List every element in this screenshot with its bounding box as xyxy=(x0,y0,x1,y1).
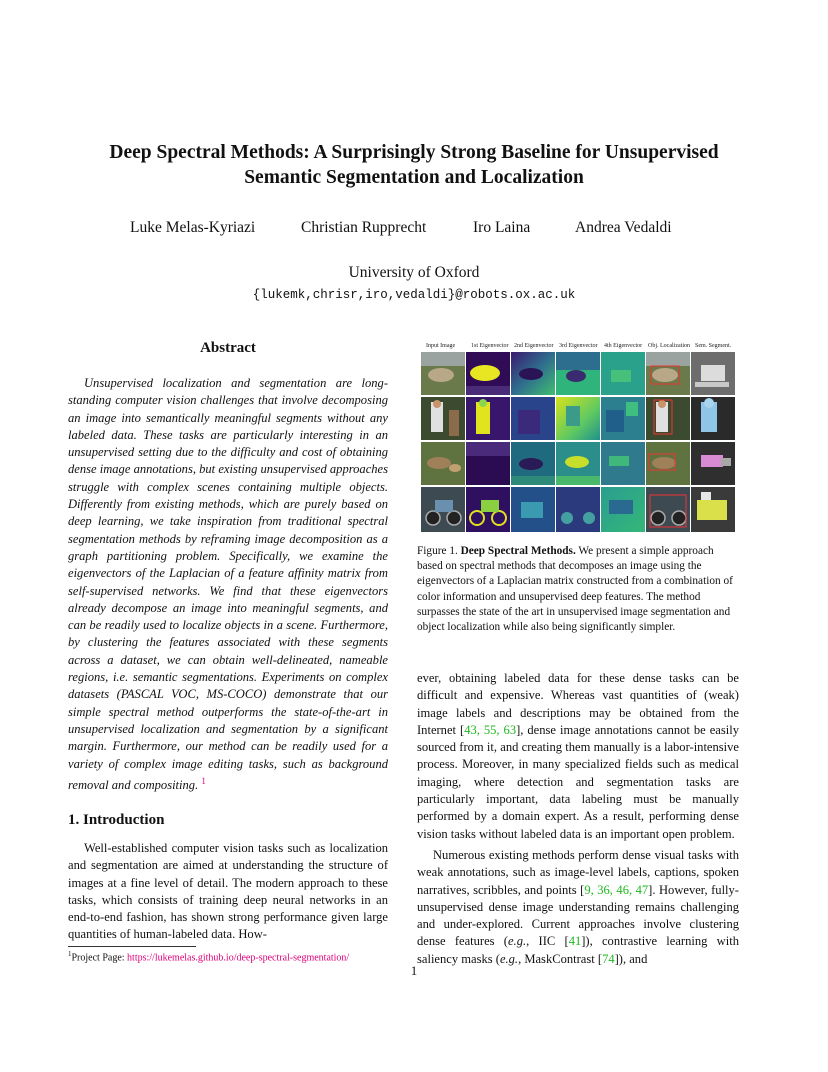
figure-label: Figure 1. xyxy=(417,545,458,557)
abstract-body xyxy=(68,375,388,794)
author-emails: {lukemk,chrisr,iro,vedaldi}@robots.ox.ac.uk xyxy=(252,288,576,302)
introduction-body xyxy=(68,840,388,944)
paper-title xyxy=(60,140,768,190)
text-span: , MaskContrast [ xyxy=(518,951,603,966)
text-span: e.g. xyxy=(507,934,527,949)
introduction-paragraph: Well-established computer vision tasks such as localization and segmentation are aimed at understanding the structure of images at a fine level of detail. The modern approach to these tasks, which consists of training deep neural networks in an end-to-end fashion, has shown strong performance given large quantities of human-labeled data. How- xyxy=(68,841,388,942)
footnote-marker[interactable]: 1 xyxy=(201,775,206,786)
figure-header-eigenvector-4: 4th Eigenvector xyxy=(604,343,643,349)
text-span: e.g. xyxy=(499,951,519,966)
footnote-number: 1 xyxy=(68,950,72,958)
title-line-2: Semantic Segmentation and Localization xyxy=(244,167,584,188)
citation-link[interactable]: 43, 55, 63 xyxy=(464,722,517,737)
author-4: Andrea Vedaldi xyxy=(575,219,672,236)
figure-caption-title: Deep Spectral Methods. xyxy=(460,545,576,557)
figure-1-caption xyxy=(417,544,739,635)
citation-link[interactable]: 41 xyxy=(568,934,582,949)
right-paragraph-2 xyxy=(417,847,739,968)
page-number: 1 xyxy=(410,963,418,978)
citation-link[interactable]: 74 xyxy=(602,951,615,966)
text-span: ever, obtaining labeled data for these dense tasks can be difficult and expensive. Whereas vast quantities of (weak) image labels and descriptions may be obtained from the Internet [ xyxy=(417,671,739,737)
figure-header-sem-segment: Sem. Segment. xyxy=(695,343,732,349)
figure-row-4 xyxy=(421,487,735,532)
text-span: ]), and xyxy=(614,951,648,966)
text-span: ]. However, fully-unsupervised dense image understanding remains challenging and under-explored. Current approaches involve clustering dense features ( xyxy=(417,882,739,949)
text-span: ], dense image annotations cannot be easily sourced from it, and creating them manually is a labor-intensive process. Moreover, in many specialized fields such as medical imaging, where detection and segmentation tasks are particularly important, data labeling must be manually performed by a domain expert. As a result, performing dense vision tasks without labeled data is an important open problem. xyxy=(417,722,739,841)
footnote-label: Project Page: xyxy=(71,952,128,964)
figure-row-3 xyxy=(421,442,735,485)
figure-row-2 xyxy=(421,397,735,440)
figure-header-eigenvector-1: 1st Eigenvector xyxy=(471,343,509,349)
project-page-link[interactable]: https://lukemelas.github.io/deep-spectral-segmentation/ xyxy=(127,952,350,964)
citation-link[interactable]: 9, 36, 46, 47 xyxy=(584,882,649,897)
figure-header-eigenvector-2: 2nd Eigenvector xyxy=(514,343,554,349)
figure-row-1 xyxy=(421,352,735,395)
right-paragraph-1 xyxy=(417,670,739,843)
section-heading-introduction: 1. Introduction xyxy=(68,812,165,828)
text-span: , IIC [ xyxy=(526,934,569,949)
footnote-divider xyxy=(68,946,196,947)
figure-header-obj-localization: Obj. Localization xyxy=(648,343,690,349)
figure-header-input-image: Input Image xyxy=(426,343,456,349)
author-1: Luke Melas-Kyriazi xyxy=(130,219,256,236)
figure-header-eigenvector-3: 3rd Eigenvector xyxy=(559,343,598,349)
title-line-1: Deep Spectral Methods: A Surprisingly Strong Baseline for Unsupervised xyxy=(109,142,719,163)
right-column-body xyxy=(417,670,739,968)
figure-caption-text: We present a simple approach based on spectral methods that decomposes an image using the eigenvectors of a Laplacian matrix constructed from a combination of color information and unsupervised deep features. The method surpasses the state of the art in unsupervised image segmentation and object localization while also being significantly simpler. xyxy=(417,545,733,634)
figure-1-image-grid xyxy=(421,340,737,532)
affiliation: University of Oxford xyxy=(348,264,480,281)
abstract-heading: Abstract xyxy=(200,340,256,356)
abstract-text: Unsupervised localization and segmentation are long-standing computer vision challenges that involve decomposing an image into semantically meaningful segments without any labeled data. These tasks are particularly interesting in an unsupervised setting due to the difficulty and cost of obtaining dense image annotations, but existing unsupervised approaches struggle with complex scenes containing multiple objects. Differently from existing methods, which are purely based on deep learning, we take inspiration from traditional spectral segmentation methods by reframing image decomposition as a graph partitioning problem. Specifically, we examine the eigenvectors of the Laplacian of a feature affinity matrix from self-supervised networks. We find that these eigenvectors already decompose an image into meaningful segments, and can be readily used to localize objects in a scene. Furthermore, by clustering the features associated with these segments across a dataset, we can obtain well-delineated, nameable regions, i.e. semantic segmentations. Experiments on complex datasets (PASCAL VOC, MS-COCO) demonstrate that our simple spectral method outperforms the state-of-the-art in unsupervised localization and segmentation by a significant margin. Furthermore, our method can be readily used for a variety of complex image editing tasks, such as background removal and compositing. xyxy=(68,376,388,792)
footnote xyxy=(68,950,398,963)
text-span: ]), contrastive learning with saliency masks ( xyxy=(417,934,739,966)
text-span: Numerous existing methods perform dense visual tasks with weak annotations, such as image-level labels, captions, spoken narratives, scribbles, and points [ xyxy=(417,847,739,897)
author-2: Christian Rupprecht xyxy=(301,219,427,236)
author-3: Iro Laina xyxy=(473,219,531,236)
